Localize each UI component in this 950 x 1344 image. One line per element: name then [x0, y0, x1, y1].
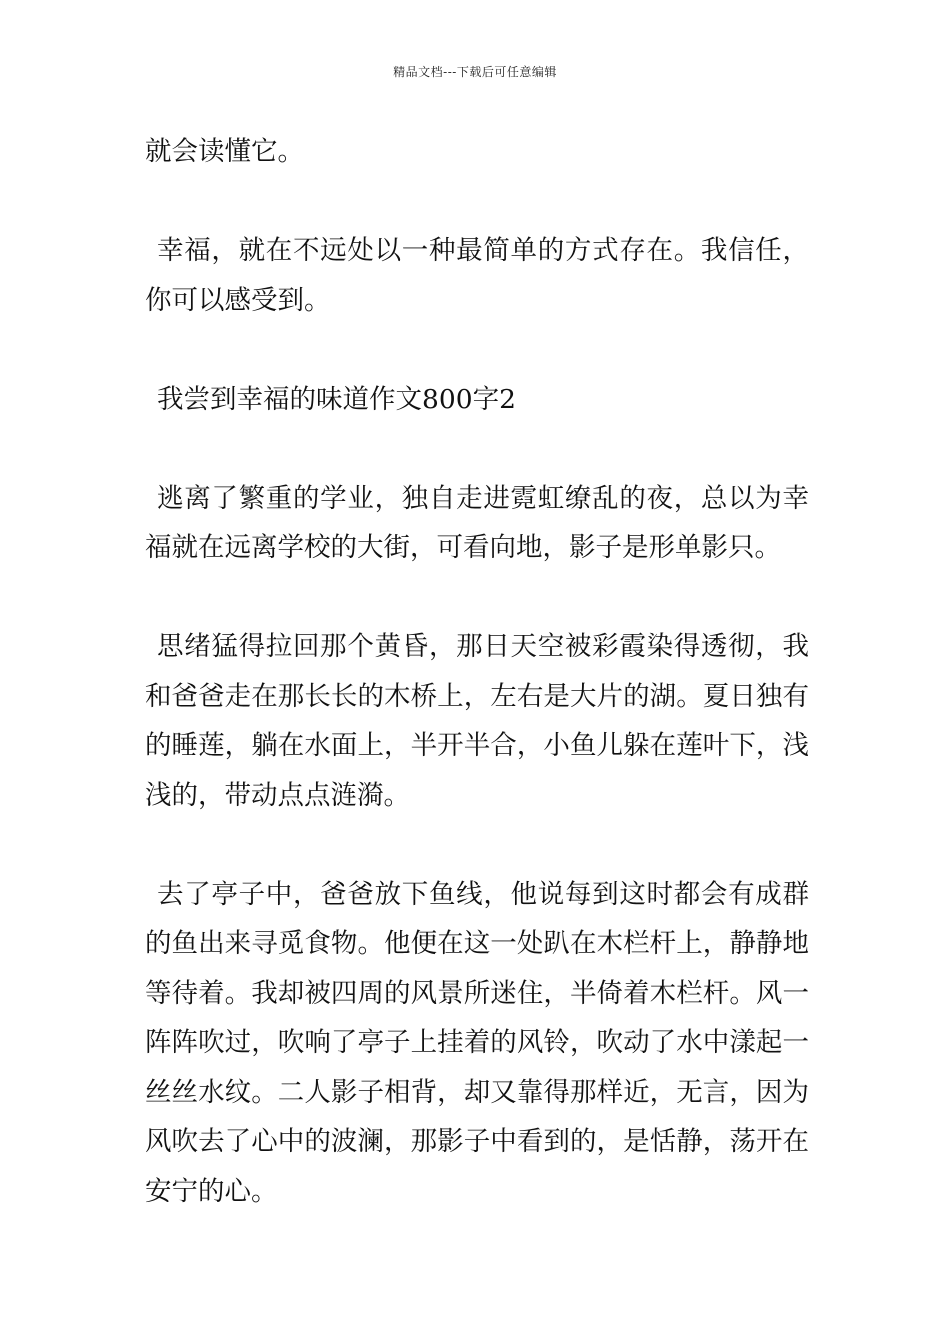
paragraph: 去了亭子中，爸爸放下鱼线，他说每到这时都会有成群的鱼出来寻觅食物。他便在这一处趴在木栏杆上，静静地等待着。我却被四周的风景所迷住，半倚着木栏杆。风一阵阵吹过，吹响了亭子上挂着的风铃，吹动了水中漾起一丝丝水纹。二人影子相背，却又靠得那样近，无言，因为风吹去了心中的波澜，那影子中看到的，是恬静，荡开在安宁的心。: [145, 878, 809, 1207]
page-header: 精品文档---下载后可任意编辑: [393, 65, 557, 79]
section-title: 我尝到幸福的味道作文800字2: [157, 383, 516, 415]
document-body: [145, 127, 809, 1216]
paragraph: 幸福，就在不远处以一种最简单的方式存在。我信任，你可以感受到。: [145, 235, 809, 316]
paragraph: 逃离了繁重的学业，独自走进霓虹缭乱的夜，总以为幸福就在远离学校的大街，可看向地，影子是形单影只。: [145, 482, 809, 563]
paragraph: 就会读懂它。: [145, 136, 304, 167]
paragraph: 思绪猛得拉回那个黄昏，那日天空被彩霞染得透彻，我和爸爸走在那长长的木桥上，左右是大片的湖。夏日独有的睡莲，躺在水面上，半开半合，小鱼儿躲在莲叶下，浅浅的，带动点点涟漪。: [145, 631, 809, 811]
